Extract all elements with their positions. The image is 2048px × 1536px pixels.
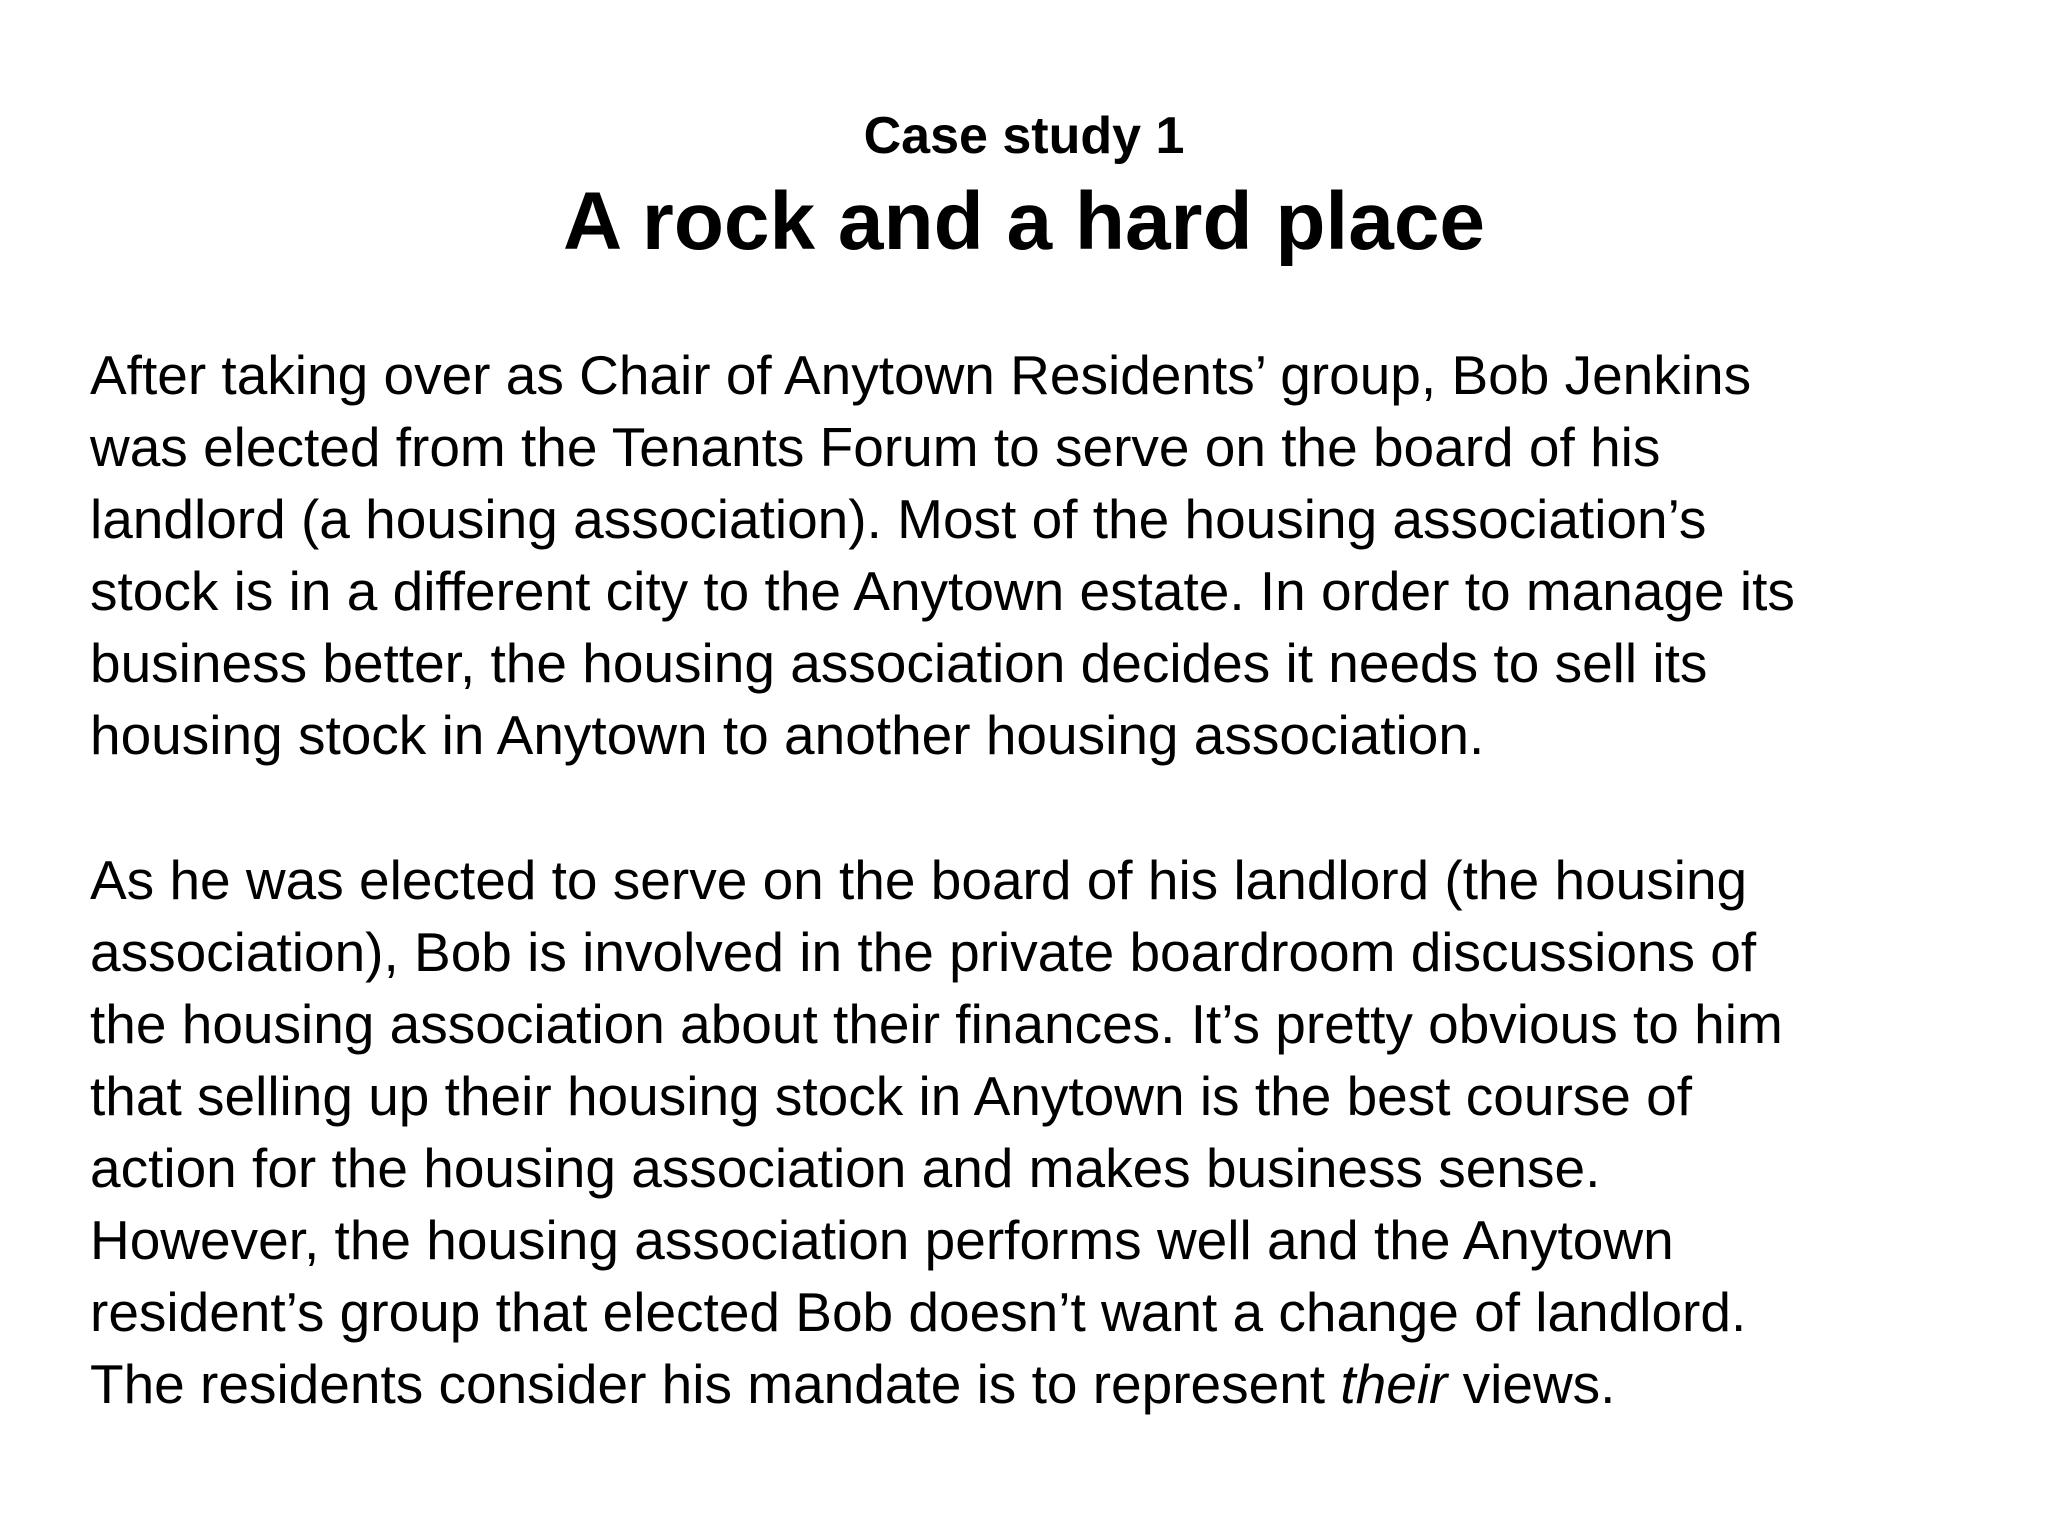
- case-study-label: Case study 1: [863, 107, 1185, 165]
- paragraph-line: was elected from the Tenants Forum to serve on the board of his: [90, 416, 1661, 478]
- paragraph-line: action for the housing association and makes business sense.: [90, 1137, 1601, 1199]
- paragraph-line: stock is in a different city to the Anytown estate. In order to manage its: [90, 560, 1795, 622]
- paragraph-2: [90, 844, 1990, 1420]
- last-line-end: views.: [1447, 1353, 1616, 1415]
- paragraph-line: resident’s group that elected Bob doesn’t want a change of landlord.: [90, 1281, 1747, 1343]
- paragraph-line: After taking over as Chair of Anytown Residents’ group, Bob Jenkins: [90, 344, 1752, 406]
- paragraph-line: housing stock in Anytown to another housing association.: [90, 704, 1485, 766]
- paragraph-line: landlord (a housing association). Most of the housing association’s: [90, 488, 1707, 550]
- heading-block: [0, 100, 2048, 272]
- paragraph-line: business better, the housing association decides it needs to sell its: [90, 632, 1708, 694]
- page-title: A rock and a hard place: [562, 176, 1486, 267]
- paragraph-1: [90, 339, 1990, 771]
- paragraph-line: As he was elected to serve on the board of his landlord (the housing: [90, 849, 1748, 911]
- paragraph-line: association), Bob is involved in the private boardroom discussions of: [90, 921, 1757, 983]
- emphasized-word: their: [1340, 1353, 1448, 1415]
- last-line-start: The residents consider his mandate is to represent: [90, 1353, 1341, 1415]
- paragraph-line: that selling up their housing stock in Anytown is the best course of: [90, 1065, 1693, 1127]
- paragraph-line: However, the housing association performs well and the Anytown: [90, 1209, 1674, 1271]
- paragraph-last-line: [90, 1348, 1990, 1420]
- paragraph-line: the housing association about their finances. It’s pretty obvious to him: [90, 993, 1783, 1055]
